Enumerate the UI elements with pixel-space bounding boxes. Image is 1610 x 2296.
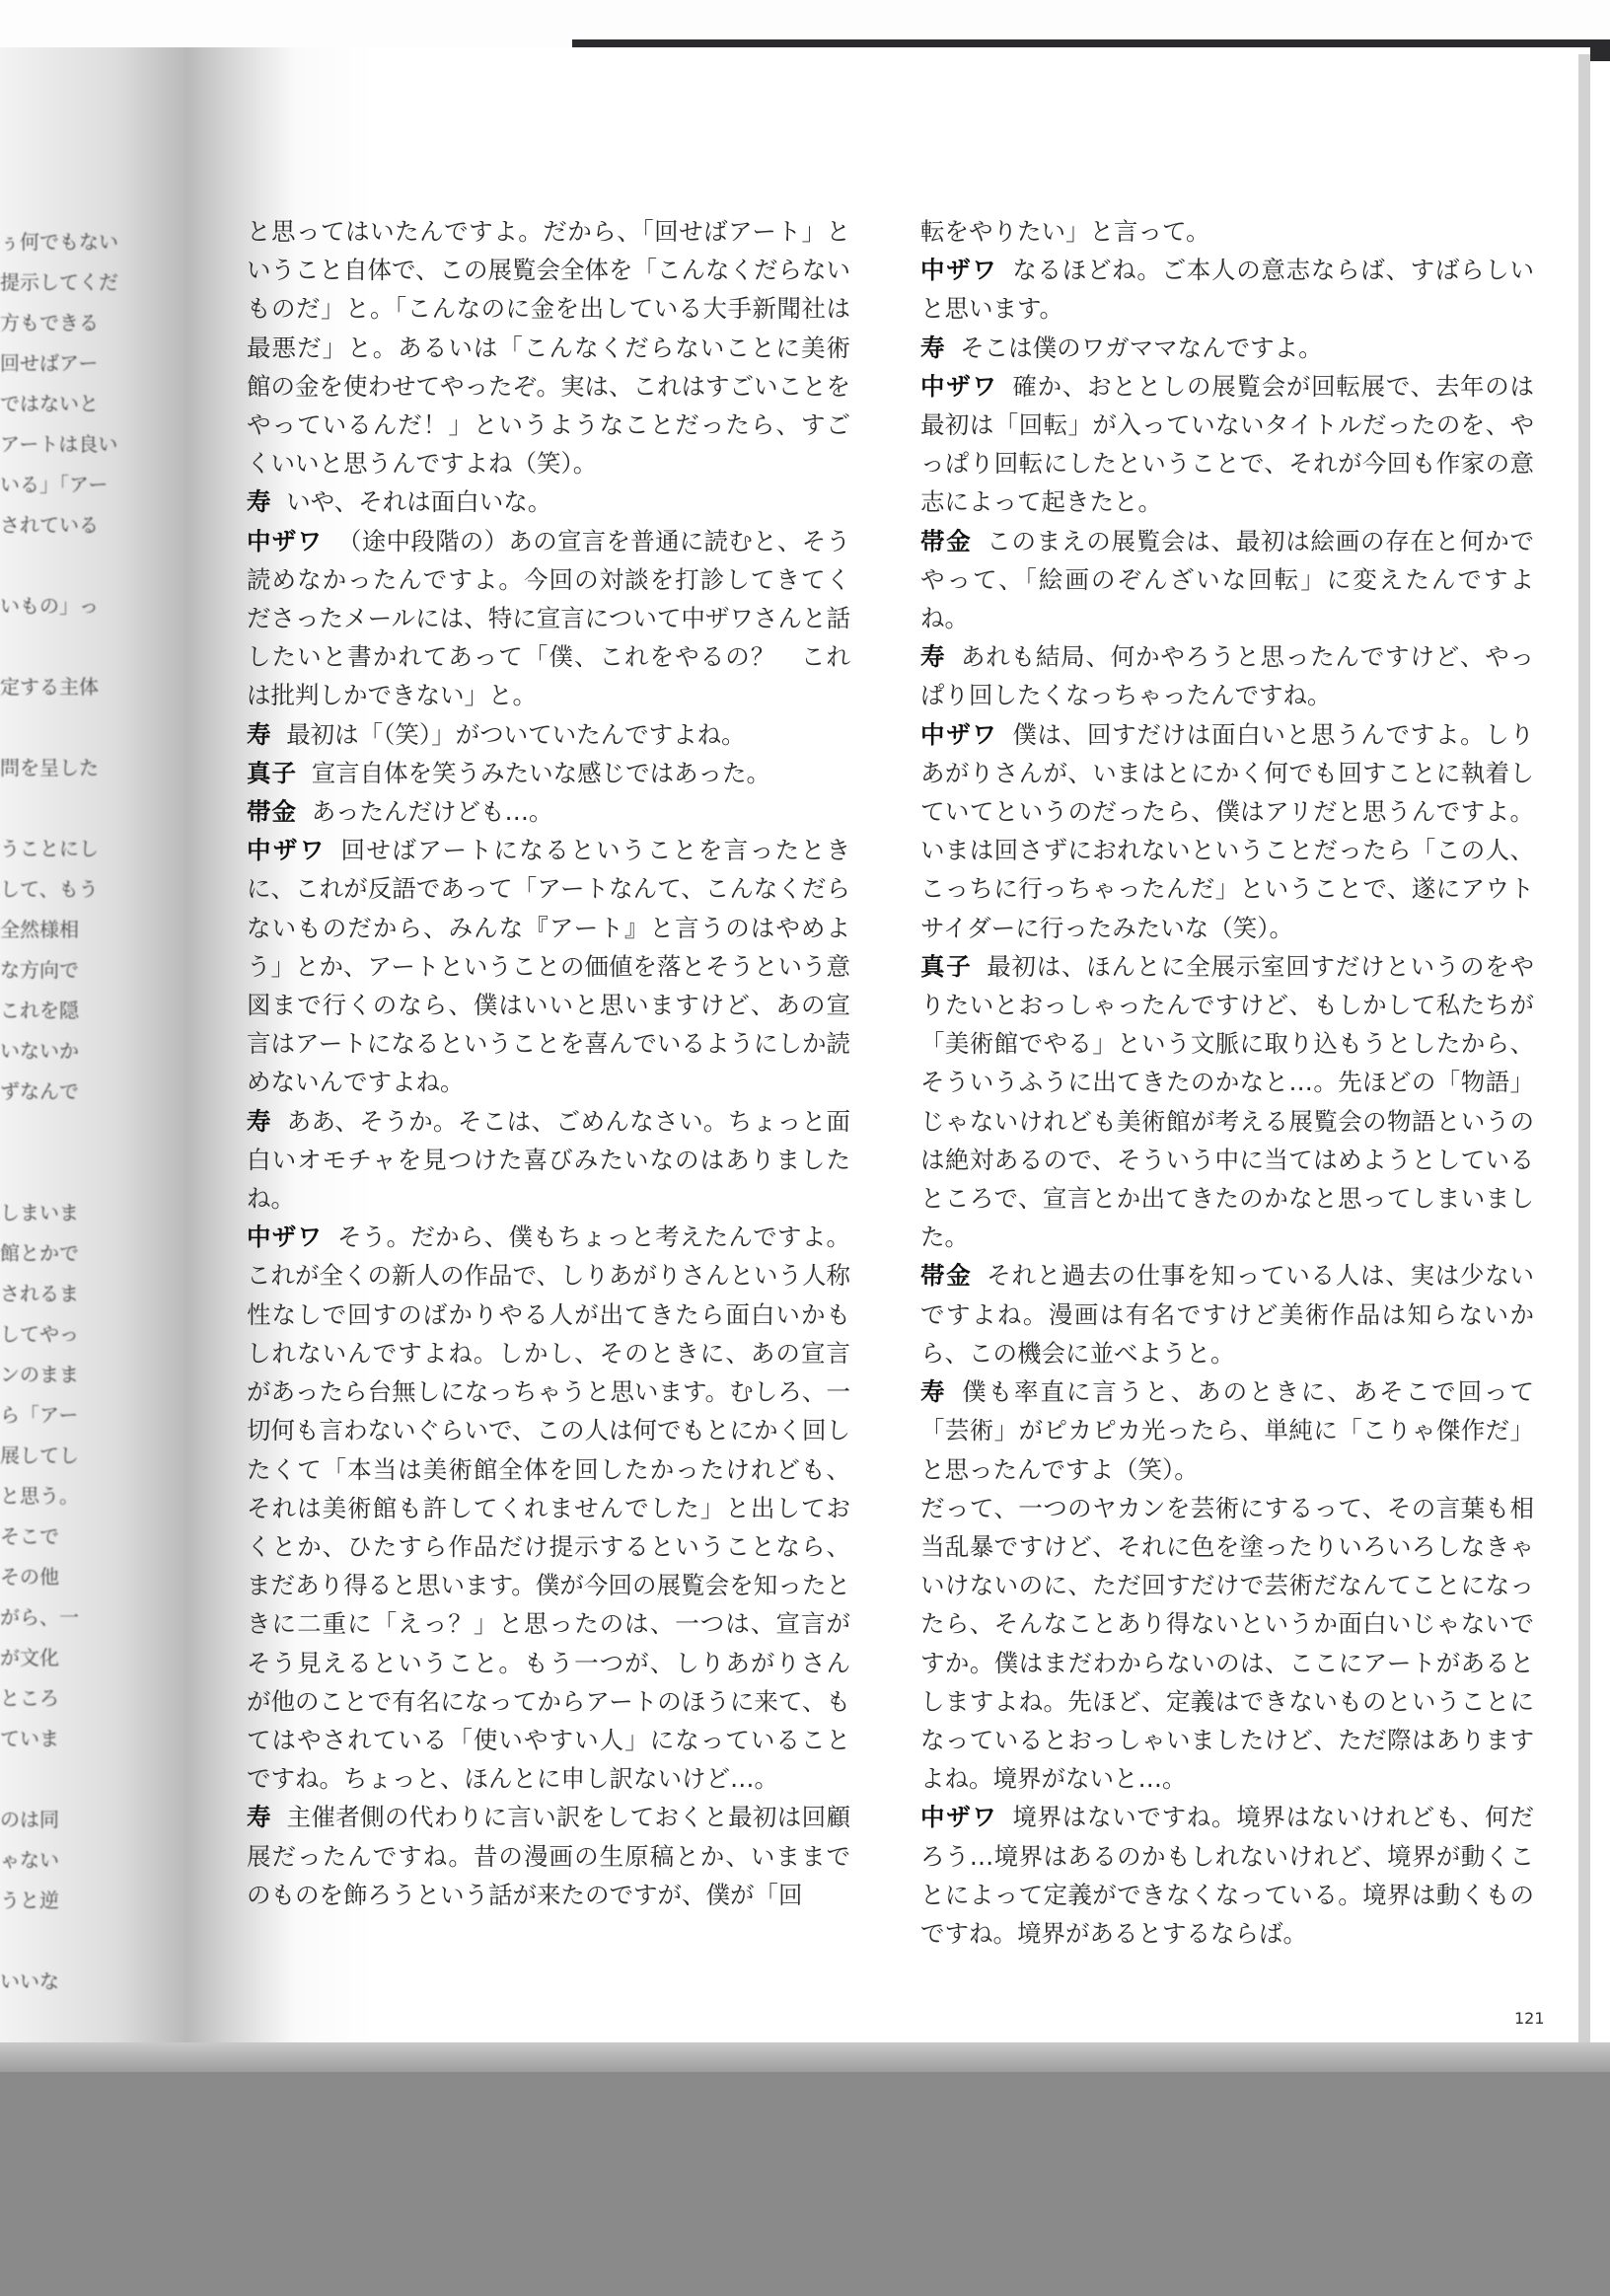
- left-page-fragment: されるま: [0, 1282, 79, 1305]
- speaker-name: 中ザワ: [920, 719, 998, 749]
- left-page-fragment: うと逆: [0, 1889, 59, 1912]
- dialogue-text: 主催者側の代わりに言い訳をしておくと最初は回顧展だったんですね。昔の漫画の生原稿とか、いままでのものを飾ろうという話が来たのですが、僕が「回: [247, 1803, 851, 1909]
- dialogue-paragraph: [247, 715, 850, 754]
- dialogue-text: 境界はないですね。境界はないけれども、何だろう…境界はあるのかもしれないけれど、境界が動くことによって定義ができなくなっている。境界は動くものですね。境界があるとするならば。: [920, 1803, 1535, 1948]
- dialogue-paragraph: [247, 1102, 850, 1219]
- dialogue-text: あれも結局、何かやろうと思ったんですけど、やっぱり回したくなっちゃったんですね。: [920, 642, 1534, 710]
- left-page-fragment: ところ: [0, 1686, 59, 1710]
- dialogue-paragraph: [247, 482, 850, 521]
- speaker-name: 中ザワ: [247, 526, 324, 555]
- left-page-fragment: その他: [0, 1565, 59, 1589]
- left-page-bleed: [0, 222, 118, 2002]
- dialogue-paragraph: [247, 1218, 850, 1798]
- left-page-fragment: 展してし: [0, 1444, 79, 1467]
- dialogue-text: （途中段階の）あの宣言を普通に読むと、そう読めなかったんですよ。今回の対談を打診してきてくださったメールには、特に宣言について中ザワさんと話したいと書かれてあって「僕、これをやるの？ これは批判しかできない」と。: [247, 526, 851, 710]
- speaker-name: 寿: [247, 1803, 272, 1832]
- left-page-fragment: のは同: [0, 1808, 59, 1831]
- dialogue-paragraph: [920, 1372, 1534, 1489]
- left-page-fragment: [0, 1921, 118, 1962]
- dialogue-text: なるほどね。ご本人の意志ならば、すばらしいと思います。: [920, 256, 1535, 324]
- speaker-name: 寿: [247, 487, 272, 517]
- left-page-fragment: そこで: [0, 1524, 59, 1548]
- left-page-fragment: されている: [0, 513, 99, 537]
- dialogue-text: 最初は「（笑）」がついていたんですよね。: [286, 719, 746, 749]
- left-page-fragment: いもの」っ: [0, 594, 99, 618]
- left-page-fragment: 全然様相: [0, 918, 79, 941]
- speaker-name: 中ザワ: [920, 1803, 998, 1832]
- left-page-fragment: してやっ: [0, 1322, 79, 1346]
- dialogue-paragraph: [247, 754, 850, 792]
- left-page-fragment: 提示してくだ: [0, 270, 118, 294]
- speaker-name: 帯金: [247, 797, 297, 827]
- left-page-fragment: [0, 1759, 118, 1800]
- dialogue-paragraph: [920, 1798, 1534, 1953]
- dialogue-text: いや、それは面白いな。: [286, 487, 552, 517]
- dialogue-text: 回せばアートになるということを言ったときに、これが反語であって「アートなんて、こんなくだらないものだから、みんな『アート』と言うのはやめよう」とか、アートということの価値を落とそうという意図まで行くのなら、僕はいいと思いますけど、あの宣言はアートになるということを喜んでいるようにしか読めないんですよね。: [247, 836, 851, 1097]
- left-page-fragment: ていま: [0, 1727, 59, 1750]
- dialogue-paragraph: [920, 212, 1534, 251]
- dialogue-text: だって、一つのヤカンを芸術にするって、その言葉も相当乱暴ですけど、それに色を塗ったりいろいろしなきゃいけないのに、ただ回すだけで芸術だなんてことになったら、そんなことあり得ないというか面白いじゃないですか。僕はまだわからないのは、ここにアートがあるとしますよね。先ほど、定義はできないものということになっているとおっしゃいましたけど、ただ際はありますよね。境界がないと…。: [920, 1493, 1534, 1794]
- dialogue-text: と思ってはいたんですよ。だから、「回せばアート」ということ自体で、この展覧会全体を「こんなくだらないものだ」と。「こんなのに金を出している大手新聞社は最悪だ」と。あるいは「こんなくだらないことに美術館の金を使わせてやったぞ。実は、これはすごいことをやっているんだ！」というようなことだったら、すごくいいと思うんですよね（笑）。: [247, 217, 851, 479]
- left-page-fragment: いる」「アー: [0, 473, 109, 496]
- left-page-fragment: アートは良い: [0, 432, 118, 456]
- left-page-fragment: な方向で: [0, 958, 79, 982]
- left-page-fragment: しまいま: [0, 1201, 79, 1224]
- left-page-fragment: ずなんで: [0, 1079, 79, 1103]
- dialogue-paragraph: [920, 251, 1534, 328]
- left-page-fragment: と思う。: [0, 1484, 79, 1508]
- speaker-name: 真子: [247, 758, 297, 787]
- left-page-fragment: 問を呈した: [0, 756, 99, 779]
- speaker-name: 寿: [920, 333, 946, 362]
- speaker-name: 寿: [247, 719, 272, 749]
- speaker-name: 寿: [247, 1106, 272, 1136]
- dialogue-text: 転をやりたい」と言って。: [920, 217, 1210, 246]
- speaker-name: 寿: [920, 642, 947, 672]
- left-page-fragment: 定する主体: [0, 675, 99, 699]
- page-edge: [1578, 54, 1590, 2067]
- dialogue-text: あったんだけども…。: [311, 797, 553, 827]
- speaker-name: 帯金: [920, 1261, 973, 1291]
- left-page-fragment: 方もできる: [0, 311, 99, 334]
- dialogue-paragraph: [920, 1256, 1534, 1372]
- dialogue-paragraph: [247, 1798, 850, 1914]
- dialogue-paragraph: [247, 831, 850, 1101]
- left-page-fragment: 回せばアー: [0, 351, 99, 375]
- left-page-fragment: ではないと: [0, 392, 99, 415]
- dialogue-text: 宣言自体を笑うみたいな感じではあった。: [311, 758, 770, 787]
- left-page-fragment: いないか: [0, 1039, 79, 1063]
- dialogue-text: 僕も率直に言うと、あのときに、あそこで回って「芸術」がピカピカ光ったら、単純に「こりゃ傑作だ」と思ったんですよ（笑）。: [920, 1377, 1535, 1484]
- speaker-name: 真子: [920, 951, 973, 981]
- speaker-name: 中ザワ: [920, 256, 998, 285]
- dialogue-text: そう。だから、僕もちょっと考えたんですよ。これが全くの新人の作品で、しりあがりさんという人称性なしで回すのばかりやる人が出てきたら面白いかもしれないんですよね。しかし、そのときに、あの宣言があったら台無しになっちゃうと思います。むしろ、一切何も言わないぐらいで、この人は何でもとにかく回したくて「本当は美術館全体を回したかったけれども、それは美術館も許してくれませんでした」と出しておくとか、ひたすら作品だけ提示するということなら、まだあり得ると思います。僕が今回の展覧会を知ったときに二重に「えっ？」と思ったのは、一つは、宣言がそう見えるということ。もう一つが、しりあがりさんが他のことで有名になってからアートのほうに来て、もてはやされている「使いやすい人」になっていることですね。ちょっと、ほんとに申し訳ないけど…。: [247, 1222, 851, 1794]
- dialogue-text: このまえの展覧会は、最初は絵画の存在と何かでやって、「絵画のぞんざいな回転」に変えたんですよね。: [920, 526, 1535, 633]
- page-number: 121: [1514, 2009, 1545, 2028]
- dialogue-paragraph: [920, 715, 1534, 947]
- dialogue-text: 確か、おととしの展覧会が回転展で、去年のは最初は「回転」が入っていないタイトルだったのを、やっぱり回転にしたということで、それが今回も作家の意志によって起きたと。: [920, 371, 1535, 517]
- dialogue-text: 最初は、ほんとに全展示室回すだけというのをやりたいとおっしゃったんですけど、もしかして私たちが「美術館でやる」という文脈に取り込もうとしたから、そういうふうに出てきたのかなと…。先ほどの「物語」じゃないけれども美術館が考える展覧会の物語というのは絶対あるので、そういう中に当てはめようとしているところで、宣言とか出てきたのかなと思ってしまいました。: [920, 951, 1535, 1252]
- dialogue-paragraph: [920, 329, 1534, 367]
- left-page-fragment: [0, 788, 118, 829]
- dialogue-paragraph: [247, 522, 850, 715]
- left-page-fragment: がら、一: [0, 1605, 79, 1629]
- dialogue-text: 僕は、回すだけは面白いと思うんですよ。しりあがりさんが、いまはとにかく何でも回すことに執着していてというのだったら、僕はアリだと思うんですよ。いまは回さずにおれないということだったら「この人、こっちに行っちゃったんだ」ということで、遂にアウトサイダーに行ったみたいな（笑）。: [920, 719, 1535, 942]
- text-column-right: [920, 212, 1534, 1953]
- dialogue-paragraph: [920, 1489, 1534, 1799]
- left-page-fragment: [0, 707, 118, 748]
- text-column-left: [247, 212, 850, 1914]
- speaker-name: 中ザワ: [920, 371, 998, 401]
- left-page-fragment: して、もう: [0, 877, 99, 901]
- dialogue-paragraph: [920, 637, 1534, 714]
- dialogue-paragraph: [247, 792, 850, 831]
- dialogue-paragraph: [247, 212, 850, 482]
- left-page-fragment: ンのまま: [0, 1363, 79, 1386]
- speaker-name: 中ザワ: [247, 836, 327, 865]
- dialogue-text: そこは僕のワガママなんですよ。: [960, 333, 1323, 362]
- left-page-fragment: うことにし: [0, 837, 99, 860]
- speaker-name: 寿: [920, 1377, 948, 1407]
- left-page-fragment: ぅ何でもない: [0, 230, 118, 254]
- left-page-fragment: [0, 627, 118, 667]
- left-page-fragment: これを隠: [0, 999, 79, 1022]
- speaker-name: 中ザワ: [247, 1222, 324, 1252]
- left-page-fragment: いいな: [0, 1969, 59, 1993]
- dialogue-paragraph: [920, 367, 1534, 522]
- left-page-fragment: が文化: [0, 1646, 59, 1669]
- left-page-fragment: 館とかで: [0, 1241, 79, 1265]
- left-page-fragment: ら「アー: [0, 1403, 79, 1427]
- left-page-fragment: ゃない: [0, 1848, 59, 1872]
- dialogue-paragraph: [920, 522, 1534, 638]
- speaker-name: 帯金: [920, 526, 973, 555]
- dialogue-text: それと過去の仕事を知っている人は、実は少ないですよね。漫画は有名ですけど美術作品は知らないから、この機会に並べようと。: [920, 1261, 1535, 1368]
- left-page-fragment: [0, 1152, 118, 1193]
- dialogue-paragraph: [920, 947, 1534, 1257]
- left-page-fragment: [0, 1112, 118, 1152]
- scan-bottom-background: [0, 2072, 1610, 2296]
- dialogue-text: ああ、そうか。そこは、ごめんなさい。ちょっと面白いオモチャを見つけた喜びみたいなのはありましたね。: [247, 1106, 850, 1214]
- left-page-fragment: [0, 546, 118, 586]
